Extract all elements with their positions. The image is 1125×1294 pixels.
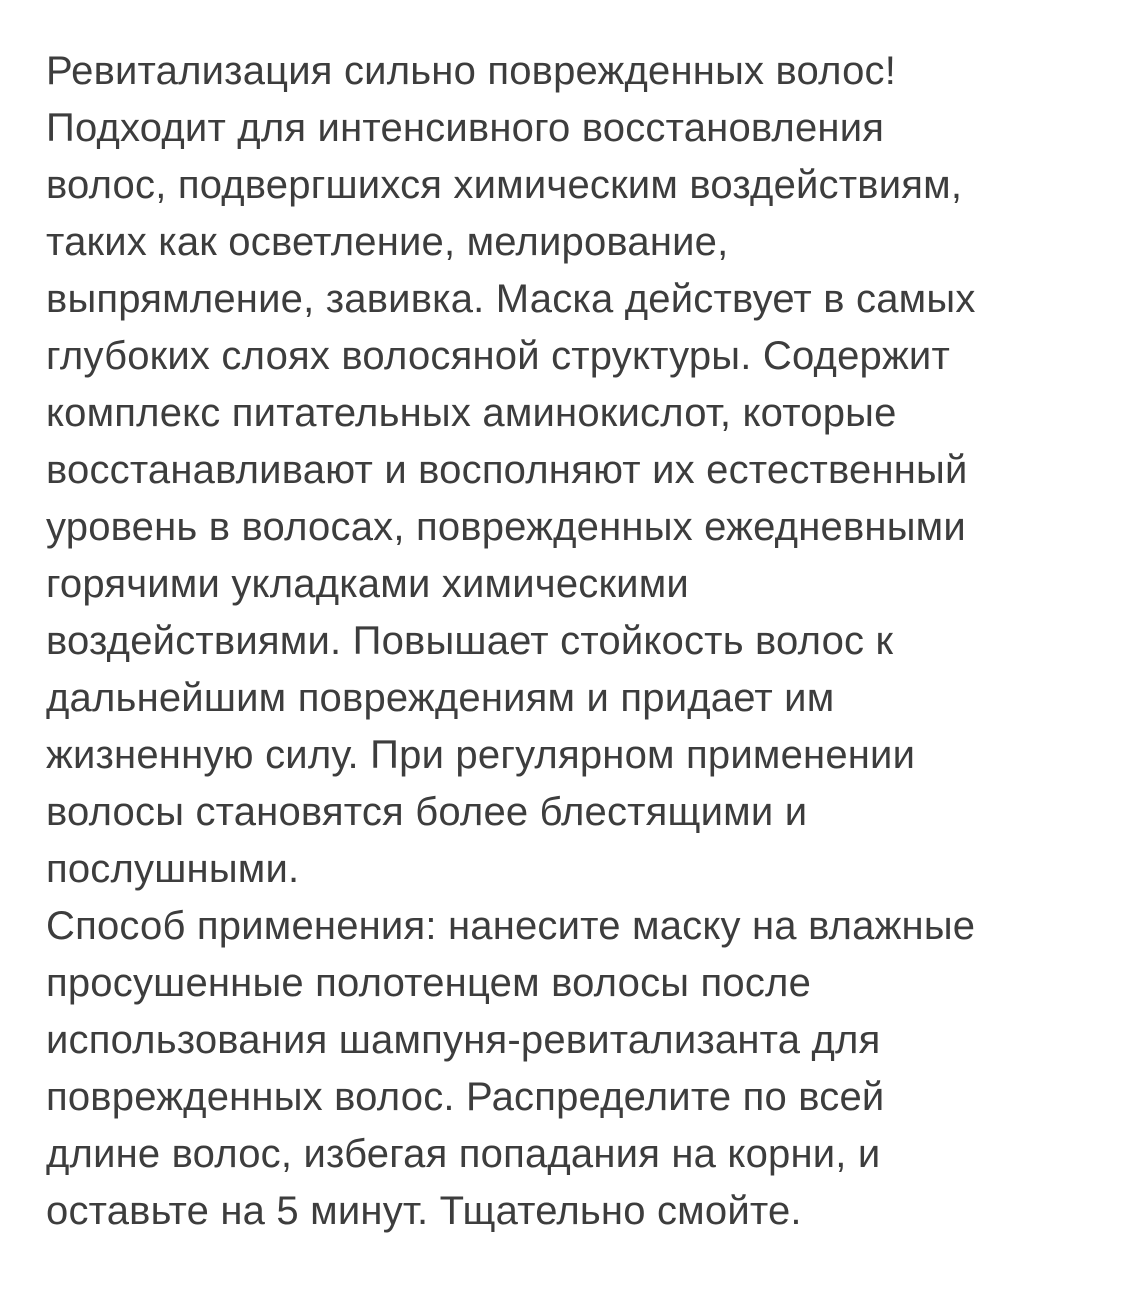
text-line: комплекс питательных аминокислот, которые: [46, 391, 897, 435]
text-line: жизненную силу. При регулярном применении: [46, 733, 916, 777]
text-line: Способ применения: нанесите маску на влажные: [46, 904, 976, 948]
text-line: восстанавливают и восполняют их естественный: [46, 448, 968, 492]
text-line: послушными.: [46, 847, 300, 891]
text-line: выпрямление, завивка. Маска действует в самых: [46, 277, 976, 321]
product-text: [46, 43, 1096, 1240]
text-line: горячими укладками химическими: [46, 562, 689, 606]
text-line: длине волос, избегая попадания на корни, и: [46, 1132, 881, 1176]
text-line: оставьте на 5 минут. Тщательно смойте.: [46, 1189, 802, 1233]
text-line: воздействиями. Повышает стойкость волос к: [46, 619, 894, 663]
text-line: поврежденных волос. Распределите по всей: [46, 1075, 885, 1119]
text-line: Подходит для интенсивного восстановления: [46, 106, 885, 150]
text-line: уровень в волосах, поврежденных ежедневными: [46, 505, 966, 549]
text-line: просушенные полотенцем волосы после: [46, 961, 812, 1005]
text-line: дальнейшим повреждениям и придает им: [46, 676, 835, 720]
text-line: глубоких слоях волосяной структуры. Содержит: [46, 334, 950, 378]
text-line: Ревитализация сильно поврежденных волос!: [46, 49, 897, 93]
text-line: волос, подвергшихся химическим воздействиям,: [46, 163, 963, 207]
text-line: использования шампуня-ревитализанта для: [46, 1018, 881, 1062]
usage-paragraph: [46, 898, 1096, 1240]
text-line: волосы становятся более блестящими и: [46, 790, 808, 834]
description-paragraph: [46, 43, 1096, 898]
text-line: таких как осветление, мелирование,: [46, 220, 729, 264]
